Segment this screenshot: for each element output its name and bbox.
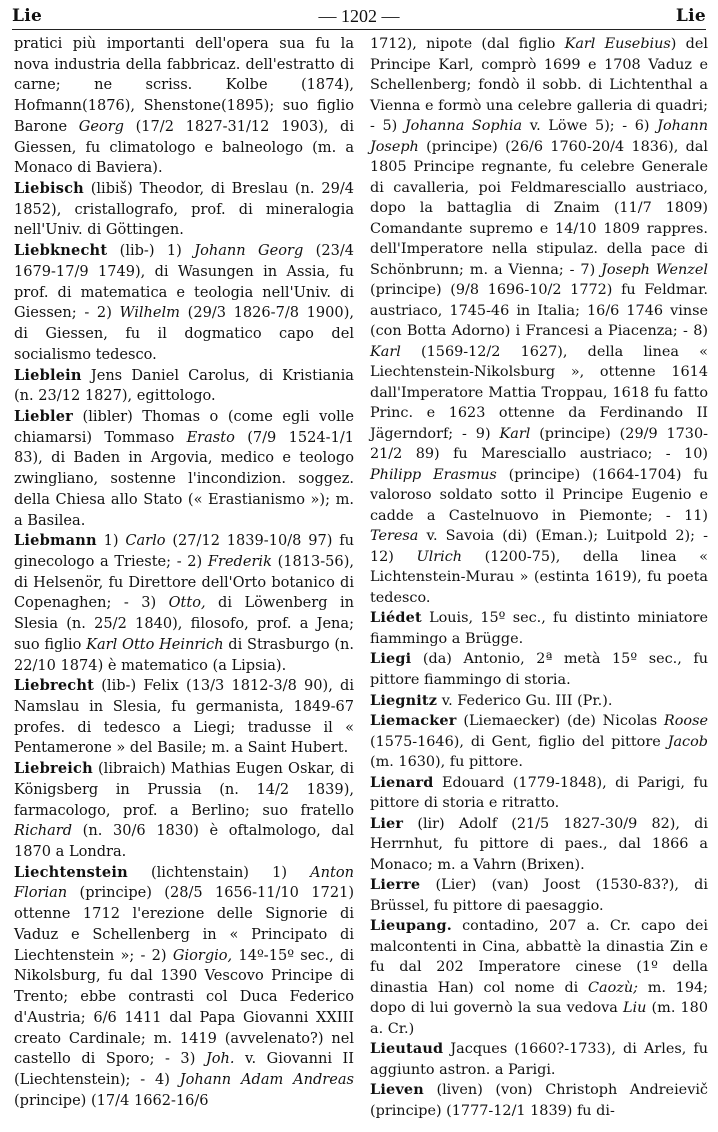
entry-text: (1813-56), di Helsenör, fu Direttore dell'Orto botanico di Copenaghen; - 3) [14,552,354,612]
entry-text: (lichtenstain) 1) [127,863,311,881]
entry-text: (m. 1630), fu pittore. [370,754,523,771]
entry-text: (principe) (1664-1704) fu valoroso soldato sotto il Principe Eugenio e cadde a Castelnuovo in Piemonte; - 11) [370,466,708,524]
entry-text: (lib-) 1) [107,242,195,260]
entry-headword: Liebmann [14,532,97,550]
dictionary-entry-liemacker [370,711,708,773]
dictionary-entry-lieblein [14,366,354,407]
entry-text: (principe) (28/5 1656-11/10 1721) ottenne 1712 l'erezione delle Signorie di Vaduz e Schellenberg in « Principato di Liechtenstein »; - 2) [14,884,354,964]
entry-italic-text: Frederik [207,552,272,570]
entry-text: (1200-75), della linea « Lichtenstein-Murau » (estinta 1619), fu poeta tedesco. [370,548,708,606]
dictionary-entry-liechtenstein-cont [370,34,708,608]
entry-text: (Liemaecker) (de) Nicolas [456,713,664,730]
entry-italic-text: Ulrich [416,548,463,565]
entry-text: (m. 180 a. Cr.) [370,1000,708,1037]
dictionary-entry-liegi [370,649,708,690]
entry-italic-text: Johann Georg [194,242,304,260]
entry-headword: Liebler [14,407,74,425]
entry-italic-text: Joh. [205,1050,235,1068]
entry-italic-text: Caozù; [588,979,638,996]
entry-headword: Lieven [370,1081,424,1099]
entry-text: (principe) (26/6 1760-20/4 1836), dal 1805 Principe regnante, fu celebre Generale di cavalleria, poi Feldmaresciallo austriaco, dopo la battaglia di Znaim (11/7 1809) Comandante supremo e 14/10 1809 rappres. dell'Imperatore nella stipulaz. della pace di Schönbrunn; m. a Vienna; - 7) [370,138,708,278]
entry-text: (liven) (von) Christoph Andreievič (principe) (1777-12/1 1839) fu di- [370,1082,708,1119]
entry-text: (17/2 1827-31/12 1903), di Giessen, fu climatologo e balneologo (m. a Monaco di Baviera). [14,117,354,177]
left-column [14,34,354,1111]
entry-headword: Liemacker [370,712,457,730]
dictionary-entry-lieven [370,1080,708,1121]
dictionary-entry-lienard [370,773,708,814]
dictionary-entry-liebler [14,407,354,531]
entry-italic-text: Karl Eusebius [564,36,671,52]
entry-italic-text: Giorgio, [172,946,233,964]
entry-italic-text: Carlo [125,532,166,550]
dictionary-entry-liebrecht [14,676,354,759]
entry-text: v. Giovanni II (Liechtenstein); - 4) [14,1050,354,1088]
entry-text: (7/9 1524-1/1 83), di Baden in Argovia, medico e teologo zwingliano, sostenne l'incondizion. soggez. della Chiesa allo Stato (« Erastianismo »); m. a Basilea. [14,428,355,529]
dictionary-entry-lier [370,814,708,876]
entry-text: v. Löwe 5); - 6) [522,118,658,135]
entry-italic-text: Johann Adam Andreas [179,1070,354,1088]
entry-text: m. 194; dopo di lui governò la sua vedova [370,979,709,1017]
entry-italic-text: Jacob [667,733,708,750]
entry-italic-text: Teresa [370,528,419,545]
entry-text: (da) Antonio, 2ª metà 15º sec., fu pittore fiammingo di storia. [370,651,708,688]
entry-headword: Liédet [370,609,422,627]
entry-headword: Liebreich [14,760,93,778]
entry-italic-text: Erasto [186,428,235,446]
entry-headword: Lieblein [14,366,82,384]
entry-text: 1712), nipote (dal figlio [370,36,565,52]
entry-text: 1) [96,532,126,550]
entry-italic-text: Georg [78,117,124,135]
dictionary-entry-lieutaud [370,1039,708,1080]
dictionary-entry-liegnitz [370,691,708,712]
entry-italic-text: Karl [499,425,531,442]
entry-italic-text: Roose [663,713,708,730]
entry-text: (23/4 1679-17/9 1749), di Wasungen in Assia, fu prof. di matematica e teologia nell'Univ. di Giessen; - 2) [14,242,355,322]
entry-text: v. Federico Gu. III (Pr.). [437,692,613,709]
running-head-left: Lie [12,6,43,26]
entry-text: (Lier) (van) Joost (1530-83?), di Brüssel, fu pittore di paesaggio. [370,877,708,914]
entry-headword: Liegnitz [370,691,438,709]
entry-text: (lir) Adolf (21/5 1827-30/9 82), di Herrnhut, fu pittore di paes., dal 1866 a Monaco; m. a Vahrn (Brixen). [370,815,708,873]
entry-headword: Liebknecht [14,242,108,260]
entry-italic-text: Karl Otto Heinrich [86,635,224,653]
entry-text: (lib-) Felix (13/3 1812-3/8 90), di Namslau in Slesia, fu germanista, 1849-67 profes. di tedesco a Liegi; tradusse il « Pentamerone » del Basile; m. a Saint Hubert. [14,677,354,757]
entry-headword: Lieutaud [370,1040,444,1058]
dictionary-entry-liedet [370,608,708,649]
entry-text: (1569-12/2 1627), della linea « Liechtenstein-Nikolsburg », ottenne 1614 dall'Imperatore Mattia Troppau, 1618 fu fatto Princ. e 1623 ottenne da Ferdinando II Jägerndorf; - 9) [370,343,708,442]
entry-italic-text: Anton Florian [14,863,354,902]
entry-italic-text: Johann Joseph [370,118,708,155]
entry-headword: Lier [370,814,404,832]
dictionary-entry-lieupang [370,916,708,1039]
entry-text: (27/12 1839-10/8 97) fu ginecologo a Trieste; - 2) [14,532,354,570]
entry-italic-text: Joseph Wenzel [601,261,708,278]
entry-text: (principe) (29/9 1730-21/2 89) fu Maresciallo austriaco; - 10) [370,425,708,463]
page-number: — 1202 — [318,5,400,26]
entry-text: (libiš) Theodor, di Breslau (n. 29/4 1852), cristallografo, prof. di mineralogia nell'Univ. di Göttingen. [14,180,354,239]
entry-headword: Liegi [370,650,412,668]
entry-italic-text: Richard [14,822,73,840]
entry-text: (n. 30/6 1830) è oftalmologo, dal 1870 a Londra. [14,822,354,861]
entry-italic-text: Otto, [168,594,206,612]
entry-text: pratici più importanti dell'opera sua fu la nova industria della fabbricaz. dell'estratto di carne; ne scriss. Kolbe (1874), Hofmann(1876), Shenstone(1895); suo figlio Barone [14,35,354,135]
entry-text: (principe) (9/8 1696-10/2 1772) fu Feldmar. austriaco, 1745-46 in Italia; 16/6 1746 vinse (con Botta Adorno) i Francesi a Piacenza; - 8) [370,282,708,340]
entry-text: 14º-15º sec., di Nikolsburg, fu dal 1390 Vescovo Principe di Trento; ebbe contrasti col Duca Federico d'Austria; 6/6 1411 dal Papa Giovanni XXIII creato Cardinale; m. 1419 (avvelenato?) nel castello di Sporo; - 3) [14,946,354,1068]
running-head-right: Lie [675,6,706,26]
entry-text: (29/3 1826-7/8 1900), di Giessen, fu il dogmatico capo del socialismo tedesco. [14,304,354,363]
entry-headword: Lienard [370,773,434,791]
entry-headword: Liebisch [14,180,84,198]
entry-italic-text: Philipp Erasmus [370,466,497,483]
entry-headword: Liechtenstein [14,863,128,881]
entry-text: v. Savoia (di) (Eman.); Luitpold 2); - 12) [370,528,708,565]
entry-text: di Strasburgo (n. 22/10 1874) è matematico (a Lipsia). [14,635,354,674]
entry-text: Edouard (1779-1848), di Parigi, fu pittore di storia e ritratto. [370,774,708,812]
entry-italic-text: Johanna Sophia [404,118,523,135]
entry-italic-text: Liu [622,1000,647,1017]
entry-text: (1575-1646), di Gent, figlio del pittore [370,733,668,750]
page-header [12,3,706,30]
entry-headword: Lieupang. [370,917,452,935]
dictionary-entry-liechtenstein [14,863,354,1112]
dictionary-entry-liebknecht [14,241,354,365]
entry-text: Jens Daniel Carolus, di Kristiania (n. 23/12 1827), egittologo. [14,366,354,405]
entry-text: di Löwenberg in Slesia (n. 25/2 1840), filosofo, prof. a Jena; suo figlio [14,594,354,653]
entry-italic-text: Karl [370,343,401,360]
dictionary-entry-liebreich [14,759,354,863]
dictionary-entry-lierre [370,875,708,916]
entry-text: (principe) (17/4 1662-16/6 [14,1091,209,1109]
dictionary-entry-kolbe-cont [14,34,354,179]
entry-text: Jacques (1660?-1733), di Arles, fu aggiunto astron. a Parigi. [370,1041,708,1078]
right-column [370,34,708,1121]
entry-headword: Liebrecht [14,677,95,695]
dictionary-entry-liebisch [14,179,354,241]
entry-text: Louis, 15º sec., fu distinto miniatore fiammingo a Brügge. [370,610,708,647]
entry-text: (libraich) Mathias Eugen Oskar, di Königsberg in Prussia (n. 14/2 1839), farmacologo, prof. a Berlino; suo fratello [14,760,354,819]
dictionary-entry-liebmann [14,531,354,676]
entry-italic-text: Wilhelm [119,304,180,322]
entry-text: (libler) Thomas o (come egli volle chiamarsi) Tommaso [14,407,354,446]
entry-text: contadino, 207 a. Cr. capo dei malcontenti in Cina, abbattè la dinastia Zin e fu dal 202 Imperatore cinese (1º della dinastia Han) col nome di [370,918,708,996]
entry-text: ) del Principe Karl, comprò 1699 e 1708 Vaduz e Schellenberg; fondò il sobb. di Lichtenthal a Vienna e formò una celebre galleria di quadri; - 5) [370,36,708,135]
entry-headword: Lierre [370,876,421,894]
